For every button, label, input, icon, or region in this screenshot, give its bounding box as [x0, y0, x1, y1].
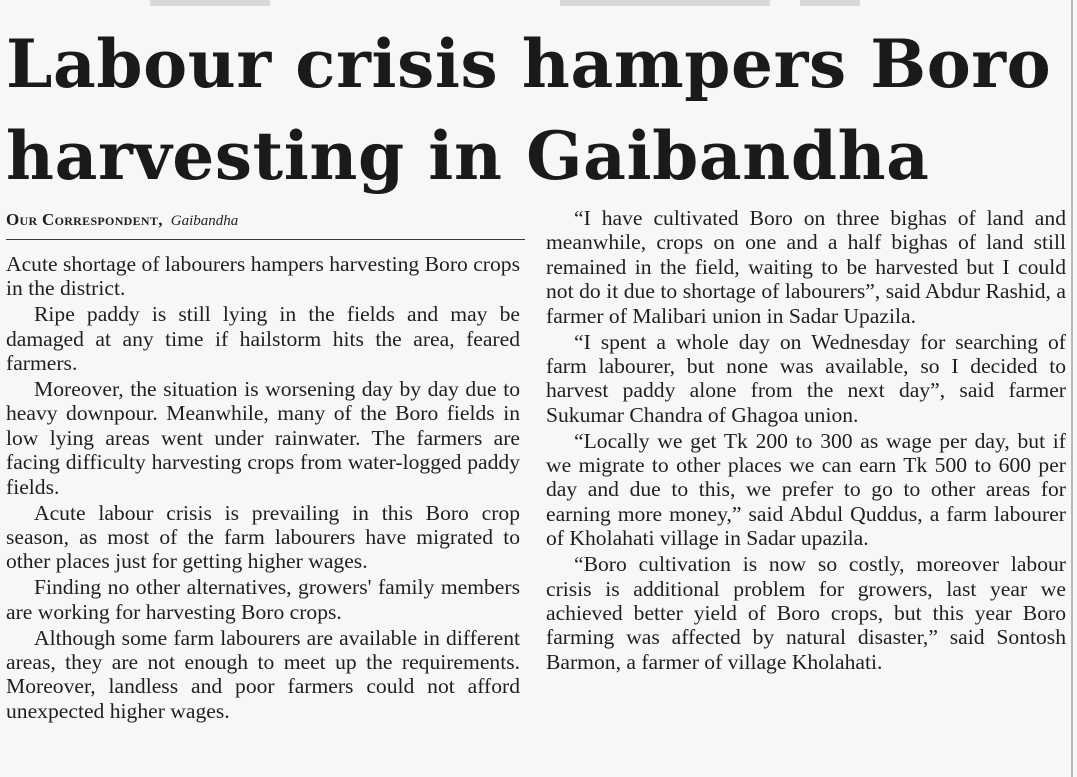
article-column-right: [546, 206, 1066, 676]
article-paragraph: Ripe paddy is still lying in the fields and may be damaged at any time if hailstorm hits the area, feared farmers.: [6, 302, 520, 376]
byline-location: Gaibandha: [170, 213, 239, 229]
article-paragraph: “I have cultivated Boro on three bighas of land and meanwhile, crops on one and a half bighas of land still remained in the field, waiting to be harvested but I could not do it due to shortage of labourers”, said Abdur Rashid, a farmer of Malibari union in Sadar Upazila.: [546, 206, 1066, 328]
byline: [6, 208, 520, 232]
previous-article-clipping: [0, 0, 1077, 8]
article-paragraph: Acute labour crisis is prevailing in this Boro crop season, as most of the farm labourers have migrated to other places just for getting higher wages.: [6, 500, 520, 574]
byline-author: Our Correspondent,: [6, 210, 163, 229]
article-column-left: [6, 252, 520, 725]
article-paragraph: “I spent a whole day on Wednesday for searching of farm labourer, but none was available, so I decided to harvest paddy alone from the next day”, said farmer Sukumar Chandra of Ghagoa union.: [546, 329, 1066, 427]
article-paragraph: “Locally we get Tk 200 to 300 as wage per day, but if we migrate to other places we can earn Tk 500 to 600 per day and due to this, we prefer to go to other areas for earning more money,” said Abdul Quddus, a farm labourer of Kholahati village in Sadar upazila.: [546, 428, 1066, 551]
article-paragraph: Finding no other alternatives, growers' family members are working for harvesting Boro crops.: [6, 575, 520, 624]
article-headline: Labour crisis hampers Boro harvesting in Gaibandha: [6, 25, 1052, 195]
article-paragraph: Moreover, the situation is worsening day by day due to heavy downpour. Meanwhile, many of the Boro fields in low lying areas went under rainwater. The farmers are facing difficulty harvesting crops from water-logged paddy fields.: [6, 377, 520, 499]
byline-divider: [6, 239, 525, 240]
article-paragraph: “Boro cultivation is now so costly, moreover labour crisis is additional problem for growers, last year we achieved better yield of Boro crops, but this year Boro farming was affected by natural disaster,” said Sontosh Barmon, a farmer of village Kholahati.: [546, 552, 1066, 674]
column-edge-rule: [1071, 0, 1073, 777]
article-paragraph: Although some farm labourers are available in different areas, they are not enough to meet up the requirements. Moreover, landless and poor farmers could not afford unexpected higher wages.: [6, 625, 520, 723]
article-paragraph: Acute shortage of labourers hampers harvesting Boro crops in the district.: [6, 252, 520, 301]
